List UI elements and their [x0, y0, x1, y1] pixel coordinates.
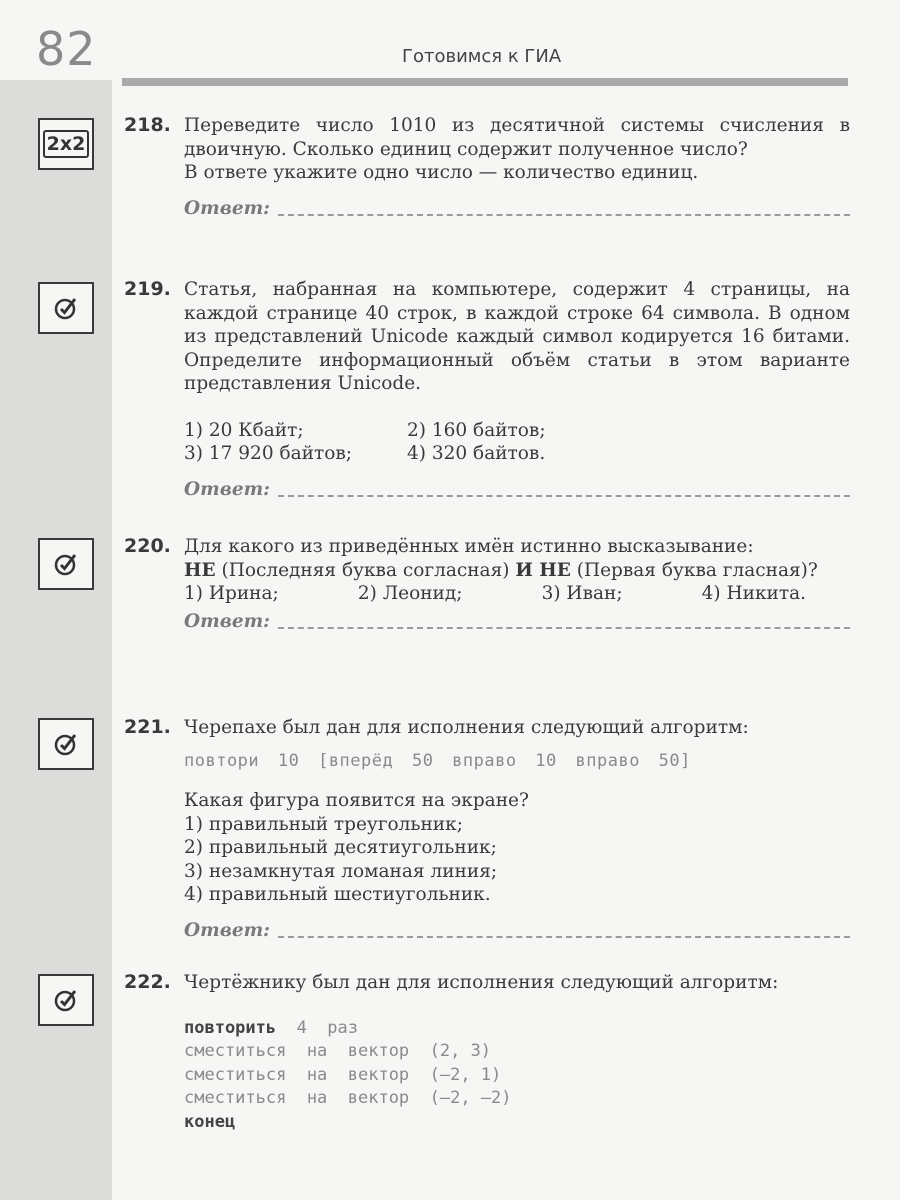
calc-task-icon: [38, 118, 94, 170]
task-number: 218.: [124, 114, 171, 136]
answer-row: [184, 197, 850, 221]
left-margin-band: [0, 80, 112, 1200]
calc-icon: 2x2: [43, 130, 90, 158]
check-icon: [53, 987, 79, 1013]
option: 1) правильный треугольник;: [184, 813, 463, 835]
task-219: [124, 278, 850, 501]
task-220: [124, 535, 850, 633]
task-218: [124, 114, 850, 220]
answer-label: Ответ:: [184, 197, 271, 219]
option: 3) Иван;: [541, 583, 623, 604]
option: 2) правильный десятиугольник;: [184, 837, 497, 858]
check-icon: [53, 731, 79, 757]
options: [184, 419, 850, 466]
option: 3) 17 920 байтов;: [184, 443, 352, 464]
answer-row: [184, 919, 850, 943]
task-number: 222.: [124, 971, 171, 993]
task-text: Переведите число 1010 из десятичной системы счисления в двоичную. Сколько единиц содержит полученное число?: [184, 115, 850, 160]
task-number: 220.: [124, 535, 171, 557]
task-text: Черепахе был дан для исполнения следующий алгоритм:: [184, 717, 749, 738]
check-task-icon: [38, 718, 94, 770]
algorithm-code: повтори 10 [вперёд 50 вправо 10 вправо 50]: [184, 750, 691, 771]
answer-field[interactable]: [278, 208, 850, 216]
options: [184, 582, 806, 606]
task-221: [124, 716, 850, 942]
option: 4) правильный шестиугольник.: [184, 884, 491, 905]
check-task-icon: [38, 974, 94, 1026]
answer-field[interactable]: [278, 930, 850, 938]
check-icon: [53, 295, 79, 321]
code-line: сместиться на вектор (–2, –2): [184, 1088, 512, 1108]
answer-label: Ответ:: [184, 478, 271, 500]
check-task-icon: [38, 282, 94, 334]
answer-row: [184, 478, 850, 502]
task-number: 219.: [124, 278, 171, 300]
code-keyword: конец: [184, 1111, 236, 1132]
option: 2) 160 байтов;: [407, 419, 546, 441]
task-text: Статья, набранная на компьютере, содержит 4 страницы, на каждой странице 40 строк, в каждой строке 64 символа. В одном из представлений Unicode каждый символ кодируется 16 битами. Определите информационный объём статьи в этом варианте представления Unicode.: [184, 279, 850, 394]
option: 2) Леонид;: [357, 583, 463, 604]
answer-label: Ответ:: [184, 610, 271, 632]
task-text: Чертёжнику был дан для исполнения следующий алгоритм:: [184, 972, 779, 993]
option: 1) 20 Кбайт;: [184, 419, 304, 441]
header-rule: [122, 78, 848, 86]
code-keyword: повторить: [184, 1017, 277, 1038]
option: 3) незамкнутая ломаная линия;: [184, 860, 498, 882]
answer-field[interactable]: [278, 489, 850, 497]
task-note: В ответе укажите одно число — количество единиц.: [184, 162, 699, 183]
option: 4) 320 байтов.: [407, 443, 546, 464]
task-number: 221.: [124, 716, 171, 738]
check-icon: [53, 551, 79, 577]
code-line: сместиться на вектор (2, 3): [184, 1041, 492, 1061]
option: 4) Никита.: [701, 583, 806, 604]
task-222: [124, 971, 850, 1134]
option: 1) Ирина;: [184, 583, 279, 604]
logical-expression: НЕ (Последняя буква согласная) И НЕ (Первая буква гласная)?: [184, 559, 818, 581]
task-question: Какая фигура появится на экране?: [184, 790, 529, 811]
task-text: Для какого из приведённых имён истинно высказывание:: [184, 536, 754, 557]
code-line: сместиться на вектор (–2, 1): [184, 1064, 502, 1085]
running-head: Готовимся к ГИА: [402, 46, 562, 67]
check-task-icon: [38, 538, 94, 590]
algorithm-code: повторить 4 раз: [184, 1017, 359, 1038]
answer-field[interactable]: [278, 621, 850, 629]
answer-row: [184, 610, 850, 634]
answer-label: Ответ:: [184, 919, 271, 941]
page-number: 82: [36, 22, 97, 76]
